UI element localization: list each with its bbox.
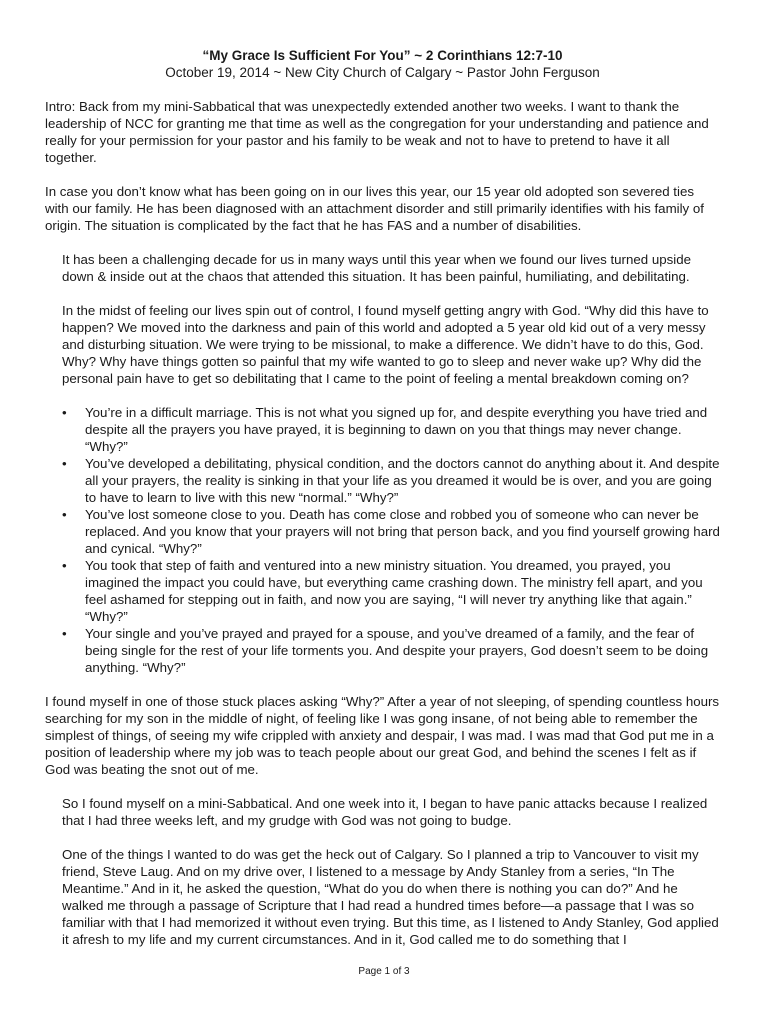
sermon-subtitle: October 19, 2014 ~ New City Church of Calgary ~ Pastor John Ferguson	[165, 65, 600, 80]
bullet-marker: •	[62, 558, 67, 573]
bullet-marker: •	[62, 626, 67, 641]
paragraph-vancouver-trip: One of the things I wanted to do was get the heck out of Calgary. So I planned a trip to Vancouver to visit my friend, Steve Laug. And on my drive over, I listened to a message by Andy Stanley from a series, “In The Meantime.” And in it, he asked the question, “What do you do when there is nothing you can do?” And he walked me through a passage of Scripture that I had read a hundred times before—a passage that I was so familiar with that I had memorized it without even trying. But this time, as I listened to Andy Stanley, God applied it afresh to my life and my current circumstances. And in it, God called me to do something that I	[62, 847, 719, 947]
bullet-item	[62, 625, 720, 676]
sermon-title: “My Grace Is Sufficient For You” ~ 2 Corinthians 12:7-10	[202, 48, 563, 63]
paragraph-intro: Intro: Back from my mini-Sabbatical that was unexpectedly extended another two weeks. I want to thank the leadership of NCC for granting me that time as well as the congregation for your understanding and patience and really for your permission for your pastor and his family to be weak and not to have to pretend to have it all together.	[45, 99, 709, 165]
bullet-item	[62, 557, 720, 625]
bullet-text: You took that step of faith and ventured into a new ministry situation. You dreamed, you prayed, you imagined the impact you could have, but everything came crashing down. The ministry fell apart, and you feel ashamed for stepping out in faith, and now you are saying, “I will never try anything like that again.” “Why?”	[85, 558, 703, 624]
paragraph-mini-sabbatical: So I found myself on a mini-Sabbatical. And one week into it, I began to have panic attacks because I realized that I had three weeks left, and my grudge with God was not going to budge.	[62, 796, 708, 828]
bullet-item	[62, 455, 720, 506]
paragraph-angry-with-god: In the midst of feeling our lives spin out of control, I found myself getting angry with God. “Why did this have to happen? We moved into the darkness and pain of this world and adopted a 5 year old kid out of a very messy and disturbing situation. We were trying to be missional, to make a difference. We didn’t have to do this, God. Why? Why have things gotten so painful that my wife wanted to go to sleep and never wake up? Why did the personal pain have to get so debilitating that I came to the point of feeling a mental breakdown coming on?	[62, 303, 709, 386]
paragraph-challenging-decade: It has been a challenging decade for us in many ways until this year when we found our lives turned upside down & inside out at the chaos that attended this situation. It has been painful, humiliating, and debilitating.	[62, 252, 692, 284]
bullet-text: You’ve lost someone close to you. Death has come close and robbed you of someone who can never be replaced. And you know that your prayers will not bring that person back, and you find yourself growing hard and cynical. “Why?”	[85, 507, 720, 556]
bullet-list	[45, 404, 720, 676]
bullet-marker: •	[62, 456, 67, 471]
bullet-text: You’re in a difficult marriage. This is not what you signed up for, and despite everything you have tried and despite all the prayers you have prayed, it is beginning to dawn on you that things may never change. “Why?”	[85, 405, 708, 454]
bullet-marker: •	[62, 507, 67, 522]
bullet-text: You’ve developed a debilitating, physical condition, and the doctors cannot do anything about it. And despite all your prayers, the reality is sinking in that your life as you dreamed it would be is over, and you are going to have to learn to live with this new “normal.” “Why?”	[85, 456, 720, 505]
paragraph-background: In case you don’t know what has been going on in our lives this year, our 15 year old adopted son severed ties with our family. He has been diagnosed with an attachment disorder and still primarily identifies with his family of origin. The situation is complicated by the fact that he has FAS and a number of disabilities.	[45, 184, 704, 233]
page-number: Page 1 of 3	[358, 966, 410, 977]
bullet-item	[62, 404, 720, 455]
bullet-text: Your single and you’ve prayed and prayed for a spouse, and you’ve dreamed of a family, and the fear of being single for the rest of your life torments you. And despite your prayers, God doesn’t seem to be doing anything. “Why?”	[85, 626, 709, 675]
bullet-item	[62, 506, 720, 557]
paragraph-stuck-places: I found myself in one of those stuck places asking “Why?” After a year of not sleeping, of spending countless hours searching for my son in the middle of night, of feeling like I was gong insane, of not being able to remember the simplest of things, of seeing my wife crippled with anxiety and despair, I was mad. I was mad that God put me in a position of leadership where my job was to teach people about our great God, and behind the scenes I felt as if God was beating the snot out of me.	[45, 694, 720, 777]
bullet-marker: •	[62, 405, 67, 420]
